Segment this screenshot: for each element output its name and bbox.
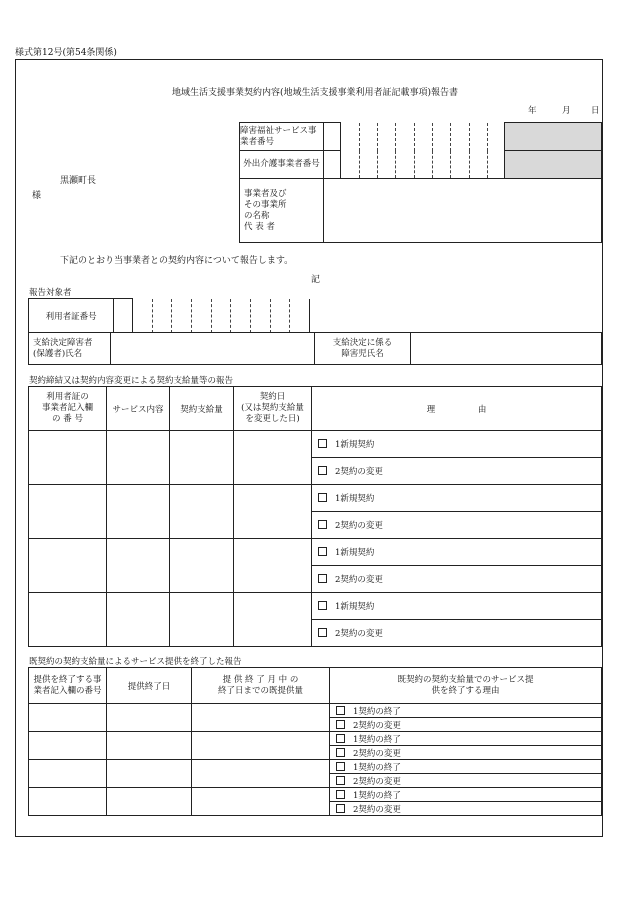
reason-new-contract[interactable]: 1新規契約 — [312, 485, 602, 512]
welfare-no-digit[interactable] — [451, 123, 469, 151]
welfare-no-digit[interactable] — [323, 123, 340, 151]
user-no-digit[interactable] — [114, 299, 133, 333]
checkbox-icon[interactable] — [318, 520, 327, 529]
checkbox-icon[interactable] — [318, 547, 327, 556]
ki-label: 記 — [311, 275, 321, 285]
user-no-digit[interactable] — [172, 299, 192, 333]
outing-no-digit[interactable] — [488, 151, 505, 179]
user-no-digit[interactable] — [250, 299, 270, 333]
end-cell[interactable] — [107, 704, 192, 732]
contract-cell[interactable] — [234, 593, 312, 647]
end-cell[interactable] — [192, 788, 330, 816]
contract-col-reason: 理 由 — [312, 387, 602, 431]
contract-cell[interactable] — [29, 485, 107, 539]
end-col-date: 提供終了日 — [107, 668, 192, 704]
welfare-no-digit[interactable] — [488, 123, 505, 151]
welfare-no-digit[interactable] — [377, 123, 395, 151]
checkbox-icon[interactable] — [318, 466, 327, 475]
contract-cell[interactable] — [170, 539, 234, 593]
contract-cell[interactable] — [234, 485, 312, 539]
reason-change-contract[interactable]: 2契約の変更 — [312, 458, 602, 485]
reason-end-contract[interactable]: 1契約の終了 — [330, 732, 602, 746]
end-col-provided: 提 供 終 了 月 中 の 終了日までの既提供量 — [192, 668, 330, 704]
user-no-digit[interactable] — [191, 299, 211, 333]
guardian-name-field[interactable] — [111, 333, 315, 365]
end-cell[interactable] — [192, 704, 330, 732]
child-label: 支給決定に係る 障害児氏名 — [315, 333, 411, 365]
outing-no-shaded — [505, 151, 602, 179]
contract-table — [28, 386, 602, 647]
outing-no-digit[interactable] — [341, 151, 359, 179]
recipient-name: 黒瀬町長 — [60, 176, 97, 186]
end-cell[interactable] — [192, 732, 330, 760]
contract-cell[interactable] — [170, 431, 234, 485]
page-title: 地域生活支援事業契約内容(地域生活支援事業利用者証記載事項)報告書 — [171, 88, 459, 98]
welfare-no-digit[interactable] — [396, 123, 414, 151]
outing-no-digit[interactable] — [469, 151, 487, 179]
contract-cell[interactable] — [29, 593, 107, 647]
user-no-digit[interactable] — [211, 299, 231, 333]
outing-no-digit[interactable] — [377, 151, 395, 179]
checkbox-icon[interactable] — [336, 706, 345, 715]
provider-table — [239, 122, 602, 243]
contract-col-amount: 契約支給量 — [170, 387, 234, 431]
welfare-no-label: 障害福祉サービス事業者番号 — [240, 123, 324, 151]
checkbox-icon[interactable] — [318, 439, 327, 448]
reason-change-contract[interactable]: 2契約の変更 — [312, 512, 602, 539]
end-table — [28, 667, 602, 816]
reason-change-contract[interactable]: 2契約の変更 — [312, 566, 602, 593]
contract-cell[interactable] — [107, 593, 170, 647]
checkbox-icon[interactable] — [318, 628, 327, 637]
reason-change-contract[interactable]: 2契約の変更 — [330, 802, 602, 816]
contract-col-user-no: 利用者証の 事業者記入欄 の 番 号 — [29, 387, 107, 431]
checkbox-icon[interactable] — [336, 804, 345, 813]
user-no-digit[interactable] — [132, 299, 152, 333]
user-no-digit[interactable] — [152, 299, 172, 333]
outing-no-label: 外出介護事業者番号 — [240, 151, 324, 179]
outing-no-digit[interactable] — [396, 151, 414, 179]
user-no-digit[interactable] — [290, 299, 310, 333]
checkbox-icon[interactable] — [336, 748, 345, 757]
outing-no-digit[interactable] — [451, 151, 469, 179]
checkbox-icon[interactable] — [336, 762, 345, 771]
end-cell[interactable] — [29, 788, 107, 816]
child-name-field[interactable] — [411, 333, 602, 365]
end-cell[interactable] — [29, 704, 107, 732]
contract-cell[interactable] — [107, 431, 170, 485]
welfare-no-digit[interactable] — [469, 123, 487, 151]
contract-cell[interactable] — [107, 485, 170, 539]
outing-no-digit[interactable] — [323, 151, 340, 179]
outing-no-digit[interactable] — [433, 151, 451, 179]
end-cell[interactable] — [192, 760, 330, 788]
intro-text: 下記のとおり当事業者との契約内容について報告します。 — [60, 256, 294, 266]
contract-cell[interactable] — [170, 485, 234, 539]
contract-cell[interactable] — [234, 539, 312, 593]
user-no-table — [28, 298, 310, 333]
checkbox-icon[interactable] — [336, 776, 345, 785]
end-cell[interactable] — [107, 788, 192, 816]
welfare-no-shaded — [505, 123, 602, 151]
reason-new-contract[interactable]: 1新規契約 — [312, 539, 602, 566]
welfare-no-digit[interactable] — [414, 123, 432, 151]
welfare-no-digit[interactable] — [433, 123, 451, 151]
end-col-number: 提供を終了する事 業者記入欄の番号 — [29, 668, 107, 704]
recipient-honorific: 様 — [32, 191, 42, 201]
contract-cell[interactable] — [107, 539, 170, 593]
reason-change-contract[interactable]: 2契約の変更 — [312, 620, 602, 647]
reason-end-contract[interactable]: 1契約の終了 — [330, 788, 602, 802]
user-no-digit[interactable] — [270, 299, 290, 333]
user-no-label: 利用者証番号 — [29, 299, 114, 333]
contract-heading: 契約締結又は契約内容変更による契約支給量等の報告 — [29, 376, 234, 386]
reason-end-contract[interactable]: 1契約の終了 — [330, 760, 602, 774]
end-heading: 既契約の契約支給量によるサービス提供を終了した報告 — [29, 657, 242, 667]
contract-cell[interactable] — [234, 431, 312, 485]
guardian-label: 支給決定障害者 (保護者)氏名 — [29, 333, 111, 365]
provider-name-field[interactable] — [323, 179, 601, 243]
reason-change-contract[interactable]: 2契約の変更 — [330, 718, 602, 732]
end-col-reason: 既契約の契約支給量でのサービス提 供を終了する理由 — [330, 668, 602, 704]
end-cell[interactable] — [29, 732, 107, 760]
reason-new-contract[interactable]: 1新規契約 — [312, 593, 602, 620]
checkbox-icon[interactable] — [336, 720, 345, 729]
reason-end-contract[interactable]: 1契約の終了 — [330, 704, 602, 718]
reason-change-contract[interactable]: 2契約の変更 — [330, 774, 602, 788]
checkbox-icon[interactable] — [318, 574, 327, 583]
outing-no-digit[interactable] — [414, 151, 432, 179]
welfare-no-digit[interactable] — [341, 123, 359, 151]
end-cell[interactable] — [107, 732, 192, 760]
checkbox-icon[interactable] — [336, 790, 345, 799]
contract-col-date: 契約日 (又は契約支給量 を変更した日) — [234, 387, 312, 431]
outing-no-digit[interactable] — [359, 151, 377, 179]
target-heading: 報告対象者 — [29, 288, 72, 298]
contract-cell[interactable] — [29, 539, 107, 593]
reason-new-contract[interactable]: 1新規契約 — [312, 431, 602, 458]
form-id: 様式第12号(第54条関係) — [15, 48, 117, 58]
provider-name-label: 事業者及び その事業所 の名称 代 表 者 — [240, 179, 324, 243]
guardian-table — [28, 332, 602, 365]
date-month: 月 — [562, 106, 571, 116]
welfare-no-digit[interactable] — [359, 123, 377, 151]
contract-col-service: サービス内容 — [107, 387, 170, 431]
contract-cell[interactable] — [29, 431, 107, 485]
date-year: 年 — [528, 106, 537, 116]
contract-cell[interactable] — [170, 593, 234, 647]
date-day: 日 — [591, 106, 600, 116]
end-cell[interactable] — [107, 760, 192, 788]
checkbox-icon[interactable] — [318, 493, 327, 502]
reason-change-contract[interactable]: 2契約の変更 — [330, 746, 602, 760]
user-no-digit[interactable] — [231, 299, 251, 333]
checkbox-icon[interactable] — [336, 734, 345, 743]
checkbox-icon[interactable] — [318, 601, 327, 610]
end-cell[interactable] — [29, 760, 107, 788]
